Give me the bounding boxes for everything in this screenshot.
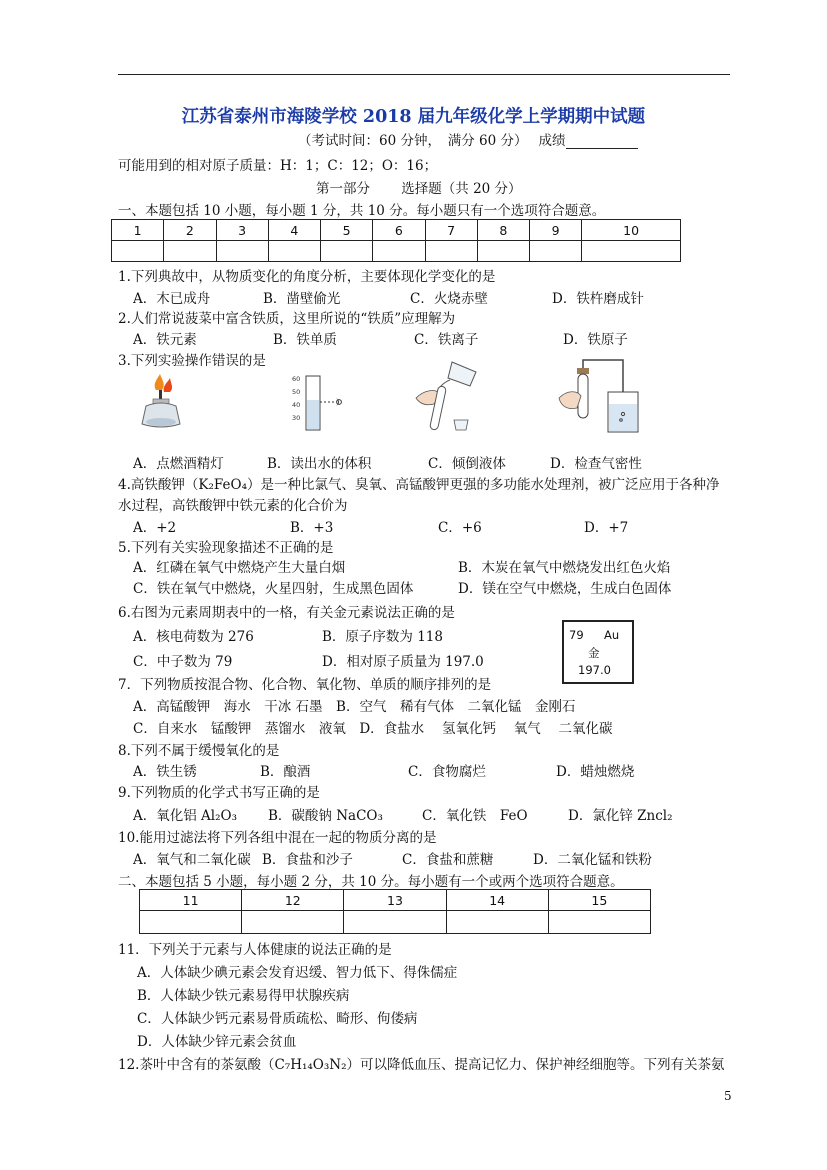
- answer-cell[interactable]: [216, 241, 268, 262]
- q11-option-d: D．人体缺少锌元素会贫血: [137, 1034, 297, 1050]
- answer-col: 1: [112, 220, 164, 241]
- q4-option-a: A．+2: [133, 520, 177, 536]
- answer-table-2: [139, 889, 651, 934]
- q11-option-b: B．人体缺少铁元素易得甲状腺疾病: [137, 988, 350, 1004]
- q11-option-a: A．人体缺少碘元素会发育迟缓、智力低下、得侏儒症: [137, 965, 458, 981]
- element-name: 金: [588, 646, 600, 660]
- q5-option-d: D．镁在空气中燃烧，生成白色固体: [458, 581, 672, 597]
- q3-option-a: A．点燃酒精灯: [133, 456, 224, 472]
- answer-cell[interactable]: [321, 241, 373, 262]
- q9-option-a: A．氧化铝 Al₂O₃: [133, 808, 237, 824]
- answer-col: 3: [216, 220, 268, 241]
- q4-option-d: D．+7: [584, 520, 629, 536]
- q8-option-c: C．食物腐烂: [408, 764, 486, 780]
- q9-option-c: C．氧化铁 FeO: [422, 808, 528, 824]
- q1-stem: 1.下列典故中，从物质变化的角度分析，主要体现化学变化的是: [118, 269, 496, 285]
- page-title: 江苏省泰州市海陵学校 2018 届九年级化学上学期期中试题: [181, 107, 646, 127]
- q5-option-b: B．木炭在氧气中燃烧发出红色火焰: [458, 560, 671, 576]
- q3-option-c: C．倾倒液体: [428, 456, 506, 472]
- q1-option-d: D．铁杵磨成针: [552, 291, 644, 307]
- q5-option-c: C．铁在氧气中燃烧，火星四射，生成黑色固体: [133, 581, 414, 597]
- q1-option-c: C．火烧赤壁: [410, 291, 488, 307]
- section2-heading: 二、本题包括 5 小题，每小题 2 分，共 10 分。每小题有一个或两个选项符合题意。: [118, 874, 624, 890]
- q9-option-d: D．氯化锌 Zncl₂: [568, 808, 673, 824]
- q8-stem: 8.下列不属于缓慢氧化的是: [118, 743, 280, 759]
- answer-cell[interactable]: [344, 911, 446, 934]
- periodic-table-cell: [562, 620, 634, 684]
- answer-col: 11: [140, 890, 242, 911]
- pour-liquid-image: [414, 358, 484, 436]
- q6-stem: 6.右图为元素周期表中的一格，有关金元素说法正确的是: [118, 605, 455, 621]
- q2-stem: 2.人们常说菠菜中富含铁质，这里所说的“铁质”应理解为: [118, 311, 456, 327]
- atomic-number: 79: [569, 628, 584, 642]
- q3-option-b: B．读出水的体积: [267, 456, 372, 472]
- answer-cell[interactable]: [548, 911, 650, 934]
- q8-option-d: D．蜡烛燃烧: [556, 764, 635, 780]
- answer-col: 7: [425, 220, 477, 241]
- q4-option-c: C．+6: [438, 520, 482, 536]
- answer-col: 4: [268, 220, 320, 241]
- q4-stem-line2: 水过程，高铁酸钾中铁元素的化合价为: [118, 498, 348, 514]
- airtightness-check-image: [553, 356, 643, 436]
- score-blank: [566, 135, 638, 149]
- answer-cell[interactable]: [582, 241, 681, 262]
- answer-table-2-blank-row: [140, 911, 651, 934]
- page-number: 5: [724, 1089, 732, 1103]
- q2-option-b: B．铁单质: [273, 332, 337, 348]
- answer-cell[interactable]: [242, 911, 344, 934]
- answer-col: 9: [530, 220, 582, 241]
- answer-cell[interactable]: [446, 911, 548, 934]
- q9-option-b: B．碳酸钠 NaCO₃: [268, 808, 383, 824]
- q8-option-a: A．铁生锈: [133, 764, 197, 780]
- q1-option-b: B．凿壁偷光: [263, 291, 341, 307]
- q2-option-c: C．铁离子: [414, 332, 479, 348]
- part-title: 第一部分 选择题（共 20 分）: [316, 181, 522, 197]
- q10-option-c: C．食盐和蔗糖: [402, 852, 494, 868]
- exam-info-text: （考试时间：60 分钟， 满分 60 分） 成绩: [298, 133, 566, 149]
- answer-table-1-blank-row: [112, 241, 681, 262]
- atomic-mass: 197.0: [578, 663, 611, 677]
- q5-stem: 5.下列有关实验现象描述不正确的是: [118, 540, 334, 556]
- answer-col: 5: [321, 220, 373, 241]
- cylinder-tick-label: 60: [292, 375, 301, 383]
- q2-option-a: A．铁元素: [133, 332, 197, 348]
- q3-option-d: D．检查气密性: [550, 456, 642, 472]
- q7-options-ab: A．高锰酸钾 海水 干冰 石墨 B．空气 稀有气体 二氧化锰 金刚石: [133, 699, 576, 715]
- cylinder-tick-label: 50: [292, 388, 301, 396]
- q10-option-a: A．氧气和二氧化碳: [133, 852, 251, 868]
- answer-table-1: [111, 219, 681, 262]
- answer-cell[interactable]: [477, 241, 529, 262]
- answer-col: 2: [164, 220, 216, 241]
- answer-table-2-header: [140, 890, 651, 911]
- answer-col: 6: [373, 220, 425, 241]
- element-symbol: Au: [604, 628, 620, 642]
- q12-stem: 12.茶叶中含有的茶氨酸（C₇H₁₄O₃N₂）可以降低血压、提高记忆力、保护神经细胞等。下列有关茶氨: [118, 1057, 725, 1073]
- atomic-mass-line: 可能用到的相对原子质量：H：1；C：12；O：16；: [118, 158, 438, 174]
- q5-option-a: A．红磷在氧气中燃烧产生大量白烟: [133, 560, 346, 576]
- cylinder-tick-label: 30: [292, 414, 301, 422]
- answer-col: 10: [582, 220, 681, 241]
- q2-option-d: D．铁原子: [563, 332, 628, 348]
- answer-cell[interactable]: [164, 241, 216, 262]
- top-rule: [118, 74, 730, 75]
- answer-col: 12: [242, 890, 344, 911]
- answer-col: 8: [477, 220, 529, 241]
- q10-option-b: B．食盐和沙子: [262, 852, 353, 868]
- q6-option-d: D．相对原子质量为 197.0: [322, 654, 484, 670]
- answer-cell[interactable]: [530, 241, 582, 262]
- q9-stem: 9.下列物质的化学式书写正确的是: [118, 785, 320, 801]
- flame-icon: [155, 374, 164, 390]
- answer-col: 13: [344, 890, 446, 911]
- answer-col: 14: [446, 890, 548, 911]
- q4-stem-line1: 4.高铁酸钾（K₂FeO₄）是一种比氯气、臭氧、高锰酸钾更强的多功能水处理剂，被广泛应用于各种净: [118, 477, 720, 493]
- answer-cell[interactable]: [425, 241, 477, 262]
- exam-info: [298, 129, 638, 149]
- answer-cell[interactable]: [268, 241, 320, 262]
- flame-icon: [164, 378, 172, 392]
- q7-options-cd: C．自来水 锰酸钾 蒸馏水 液氧 D．食盐水 氢氧化钙 氧气 二氧化碳: [133, 721, 613, 737]
- q6-option-b: B．原子序数为 118: [322, 629, 443, 645]
- hand-icon: [559, 392, 581, 409]
- q6-option-c: C．中子数为 79: [133, 654, 233, 670]
- alcohol-lamp-image: [138, 372, 188, 434]
- q10-option-d: D．二氧化锰和铁粉: [533, 852, 652, 868]
- q1-option-a: A．木已成舟: [133, 291, 211, 307]
- answer-cell[interactable]: [140, 911, 242, 934]
- q4-option-b: B．+3: [290, 520, 334, 536]
- q11-stem: 11．下列关于元素与人体健康的说法正确的是: [118, 942, 392, 958]
- answer-col: 15: [548, 890, 650, 911]
- q11-option-c: C．人体缺少钙元素易骨质疏松、畸形、佝偻病: [137, 1011, 418, 1027]
- cylinder-tick-label: 40: [292, 401, 301, 409]
- answer-cell[interactable]: [373, 241, 425, 262]
- q3-stem: 3.下列实验操作错误的是: [118, 353, 266, 369]
- q8-option-b: B．酿酒: [260, 764, 311, 780]
- answer-table-1-header: [112, 220, 681, 241]
- q6-option-a: A．核电荷数为 276: [133, 629, 254, 645]
- graduated-cylinder-image: [290, 372, 350, 432]
- section1-heading: 一、本题包括 10 小题，每小题 1 分，共 10 分。每小题只有一个选项符合题意。: [118, 203, 606, 219]
- q10-stem: 10.能用过滤法将下列各组中混在一起的物质分离的是: [118, 830, 437, 846]
- q7-stem: 7．下列物质按混合物、化合物、氧化物、单质的顺序排列的是: [118, 677, 492, 693]
- answer-cell[interactable]: [112, 241, 164, 262]
